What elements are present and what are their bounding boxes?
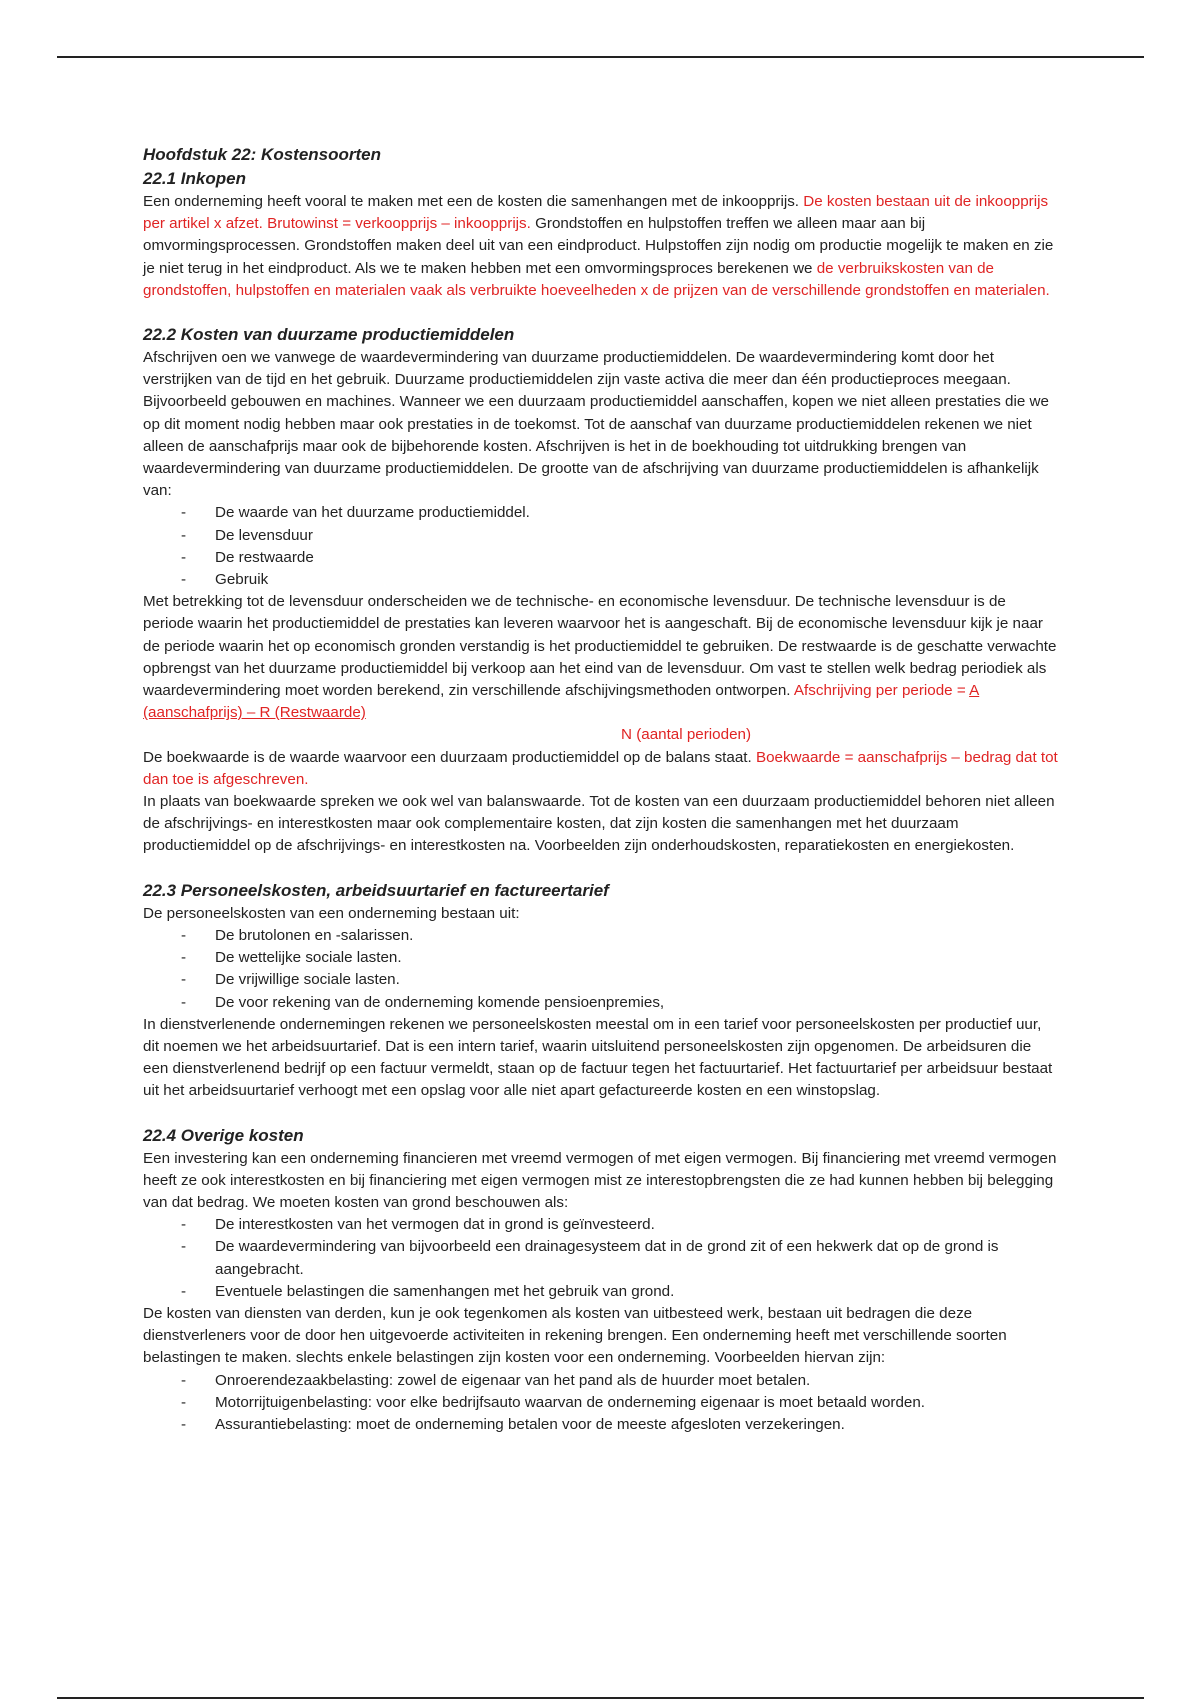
document-body [143, 143, 1058, 1436]
formula-label: Afschrijving per periode = [793, 682, 970, 700]
section-22-3-paragraph-1: De personeelskosten van een onderneming bestaan uit: [143, 904, 520, 922]
list-item: - Assurantiebelasting: moet de onderneming betalen voor de meeste afgesloten verzekeringen. [143, 1414, 1058, 1436]
taxes-list [143, 1370, 1058, 1437]
section-heading-22-3: 22.3 Personeelskosten, arbeidsuurtarief en factureertarief [143, 880, 609, 900]
personnel-costs-list [143, 925, 1058, 1014]
highlight-consumption-costs: de verbruikskosten van de grondstoffen, hulpstoffen en materialen vaak als verbruikte hoeveelheden x de prijzen van de verschillende grondstoffen en materialen. [143, 259, 1050, 299]
list-item: - De levensduur [143, 525, 1058, 547]
list-item: - Onroerendezaakbelasting: zowel de eigenaar van het pand als de huurder moet betalen. [143, 1370, 1058, 1392]
list-item: - De restwaarde [143, 547, 1058, 569]
section-22-3-paragraph-2: In dienstverlenende ondernemingen rekenen we personeelskosten meestal om in een tarief voor personeelskosten per productief uur, dit noemen we het arbeidsuurtarief. Dat is een intern tarief, waarin uitsluitend personeelskosten zijn opgenomen. De arbeidsuren die een dienstverlenend bedrijf op een factuur vermeldt, staan op de factuur tegen het factuurtarief. Het factuurtarief per arbeidsuur bestaat uit het arbeidsuurtarief verhoogt met een opslag voor alle niet apart gefactureerde kosten en een winstopslag. [143, 1015, 1053, 1100]
list-item: - De brutolonen en -salarissen. [143, 925, 1058, 947]
list-item: - De vrijwillige sociale lasten. [143, 969, 1058, 991]
section-heading-22-4: 22.4 Overige kosten [143, 1125, 304, 1145]
formula-numerator: A (aanschafprijs) – R (Restwaarde) [143, 682, 980, 722]
list-item: - De waarde van het duurzame productiemiddel. [143, 502, 1058, 524]
depreciation-factors-list [143, 502, 1058, 591]
section-heading-22-1: 22.1 Inkopen [143, 169, 246, 188]
footer-rule [57, 1697, 1144, 1699]
list-item: - De interestkosten van het vermogen dat in grond is geïnvesteerd. [143, 1214, 1058, 1236]
section-22-4-paragraph-1: Een investering kan een onderneming financieren met vreemd vermogen of met eigen vermogen. Bij financiering met vreemd vermogen heeft ze ook interestkosten en bij financiering met eigen vermogen mist ze interestopbrengsten die ze had kunnen hebben bij belegging van dat bedrag. We moeten kosten van grond beschouwen als: [143, 1149, 1057, 1211]
list-item: - Motorrijtuigenbelasting: voor elke bedrijfsauto waarvan de onderneming eigenaar is moet betaald worden. [143, 1392, 1058, 1414]
list-item: - Eventuele belastingen die samenhangen met het gebruik van grond. [143, 1281, 1058, 1303]
formula-denominator: N (aantal perioden) [621, 726, 752, 744]
list-item: - De voor rekening van de onderneming komende pensioenpremies, [143, 992, 1058, 1014]
list-item: - Gebruik [143, 569, 1058, 591]
section-heading-22-2: 22.2 Kosten van duurzame productiemiddelen [143, 325, 515, 345]
header-rule [57, 56, 1144, 58]
highlight-cost-formula: De kosten bestaan uit de inkoopprijs per artikel x afzet. Brutowinst = verkoopprijs – inkoopprijs. [143, 193, 1049, 233]
section-22-2-paragraph-3: De boekwaarde is de waarde waarvoor een duurzaam productiemiddel op de balans staat. Boekwaarde = aanschafprijs – bedrag dat tot dan toe is afgeschreven. [143, 748, 1058, 788]
section-22-4-paragraph-2: De kosten van diensten van derden, kun je ook tegenkomen als kosten van uitbesteed werk, bestaan uit bedragen die deze dienstverleners voor de door hen uitgevoerde activiteiten in rekening brengen. Een onderneming heeft met verschillende soorten belastingen te maken. slechts enkele belastingen zijn kosten voor een onderneming. Voorbeelden hiervan zijn: [143, 1304, 1007, 1367]
section-22-2-paragraph-1: Afschrijven oen we vanwege de waardevermindering van duurzame productiemiddelen. De waardevermindering komt door het verstrijken van de tijd en het gebruik. Duurzame productiemiddelen zijn vaste activa die meer dan één productieproces meegaan. Bijvoorbeeld gebouwen en machines. Wanneer we een duurzaam productiemiddel aanschaffen, kopen we niet alleen prestaties die we op dit moment nodig hebben maar ook prestaties in de toekomst. Tot de aanschaf van duurzame productiemiddelen rekenen we niet alleen de aanschafprijs maar ook de bijbehorende kosten. Afschrijven is het in de boekhouding tot uitdrukking brengen van waardevermindering van duurzame productiemiddelen. De grootte van de afschrijving van duurzame productiemiddelen is afhankelijk van: [143, 349, 1049, 500]
section-22-2-paragraph-4: In plaats van boekwaarde spreken we ook wel van balanswaarde. Tot de kosten van een duurzaam productiemiddel behoren niet alleen de afschrijvings- en interestkosten maar ook complementaire kosten, dat zijn kosten die samenhangen met het duurzaam productiemiddel op de afschrijvings- en interestkosten na. Voorbeelden zijn onderhoudskosten, reparatiekosten en energiekosten. [143, 793, 1055, 855]
chapter-title: Hoofdstuk 22: Kostensoorten [143, 145, 382, 164]
section-22-1-paragraph: Een onderneming heeft vooral te maken met een de kosten die samenhangen met de inkoopprijs. De kosten bestaan uit de inkoopprijs per artikel x afzet. Brutowinst = verkoopprijs – inkoopprijs. Grondstoffen en hulpstoffen treffen we alleen maar aan bij omvormingsprocessen. Grondstoffen maken deel uit van een eindproduct. Hulpstoffen zijn nodig om productie mogelijk te maken en zie je niet terug in het eindproduct. Als we te maken hebben met een omvormingsproces berekenen we de verbruikskosten van de grondstoffen, hulpstoffen en materialen vaak als verbruikte hoeveelheden x de prijzen van de verschillende grondstoffen en materialen. [143, 193, 1054, 299]
section-22-2-paragraph-2: Met betrekking tot de levensduur onderscheiden we de technische- en economische levensduur. De technische levensduur is de periode waarin het productiemiddel de prestaties kan leveren waarvoor het is aangeschaft. Bij de economische levensduur kijk je naar de periode waarin het op economisch gronden verstandig is het productiemiddel te gebruiken. De restwaarde is de geschatte verwachte opbrengst van het duurzame productiemiddel bij verkoop aan het eind van de levensduur. Om vast te stellen welk bedrag periodiek als waardevermindering moet worden berekend, zin verschillende afschijvingsmethoden ontworpen. Afschrijving per periode = A (aanschafprijs) – R (Restwaarde) [143, 593, 1057, 722]
highlight-book-value: Boekwaarde = aanschafprijs – bedrag dat tot dan toe is afgeschreven. [143, 748, 1058, 788]
land-costs-list [143, 1214, 1058, 1303]
list-item: - De wettelijke sociale lasten. [143, 947, 1058, 969]
list-item: - De waardevermindering van bijvoorbeeld een drainagesysteem dat in de grond zit of een hekwerk dat op de grond is aangebracht. [143, 1236, 1058, 1280]
